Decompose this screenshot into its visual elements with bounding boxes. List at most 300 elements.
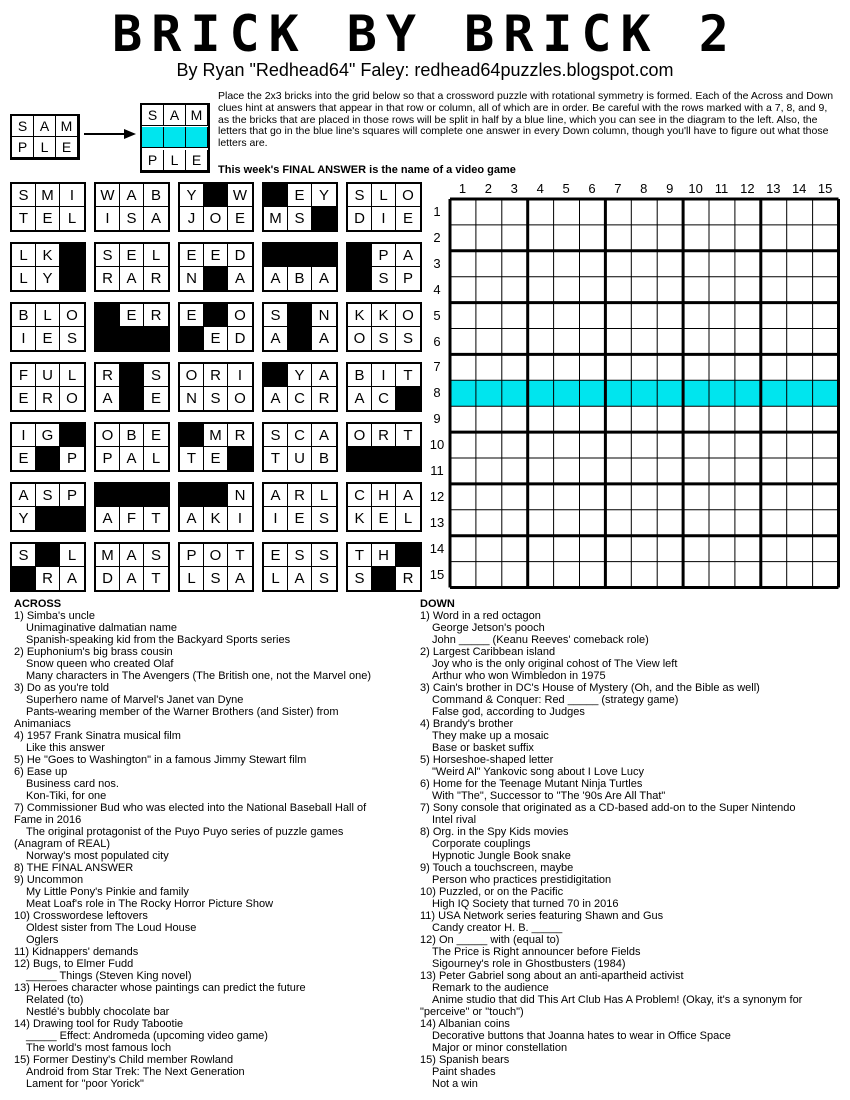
brick-black-cell [120, 327, 144, 350]
clue: Decorative buttons that Joanna hates to wear in Office Space [432, 1030, 731, 1042]
brick-letter-cell: S [348, 184, 372, 207]
clue: _____ Things (Steven King novel) [26, 970, 192, 982]
brick-letter-cell: E [288, 507, 312, 530]
brick[interactable] [178, 482, 254, 532]
arrow-icon [84, 128, 136, 140]
column-number: 11 [714, 181, 729, 196]
clue: 6) Ease up [14, 766, 68, 778]
clue: 5) Horseshoe-shaped letter [420, 754, 554, 766]
brick-black-cell [60, 267, 84, 290]
clue: 9) Uncommon [14, 874, 84, 886]
brick-black-cell [204, 484, 228, 507]
brick[interactable] [94, 482, 170, 532]
instructions: Place the 2x3 bricks into the grid below so that a crossword puzzle with rotational symmetry is formed. Each of the Across and Down clues hint at answers that appear in that row or column, all of which are in order. Be careful with the rows marked with a 7, 8, and 9, as the bricks that are placed in those rows will be split in half by a blue line, which you can see in the diagram to the left. Also, the letters that go in the blue line's squares will complete one answer in every Down column, though you'll have to figure out what those letters are. [218, 90, 834, 150]
brick-letter-cell: S [120, 207, 144, 230]
brick-letter-cell: I [264, 507, 288, 530]
clue: Intel rival [432, 814, 477, 826]
brick[interactable] [178, 242, 254, 292]
brick-letter-cell: S [204, 567, 228, 590]
column-number: 3 [510, 181, 518, 196]
brick-letter-cell: W [228, 184, 252, 207]
sample-brick [10, 114, 80, 160]
sample-highlight-cell [186, 127, 208, 148]
brick-black-cell [120, 484, 144, 507]
brick-black-cell [180, 327, 204, 350]
brick[interactable] [346, 542, 422, 592]
brick-letter-cell: I [60, 184, 84, 207]
brick-black-cell [396, 387, 420, 410]
brick-letter-cell: R [36, 567, 60, 590]
brick[interactable] [262, 362, 338, 412]
column-number: 14 [791, 181, 807, 196]
clue: Oldest sister from The Loud House [26, 922, 197, 934]
column-number: 6 [588, 181, 596, 196]
across-heading: ACROSS [14, 598, 62, 610]
brick-letter-cell: B [348, 364, 372, 387]
column-number: 8 [640, 181, 648, 196]
brick[interactable] [94, 542, 170, 592]
brick-letter-cell: L [264, 567, 288, 590]
clue: Sigourney's role in Ghostbusters (1984) [432, 958, 626, 970]
clue: Business card nos. [26, 778, 119, 790]
brick-letter-cell: A [120, 267, 144, 290]
clue: 7) Commissioner Bud who was elected into the National Baseball Hall of [14, 802, 367, 814]
brick[interactable] [346, 422, 422, 472]
brick-letter-cell: A [312, 424, 336, 447]
brick-letter-cell: T [180, 447, 204, 470]
brick[interactable] [10, 302, 86, 352]
brick-letter-cell: B [12, 304, 36, 327]
brick-black-cell [348, 447, 372, 470]
clue: "perceive" or "touch") [420, 1006, 524, 1018]
clue: Related (to) [26, 994, 84, 1006]
brick-letter-cell: D [348, 207, 372, 230]
column-number: 13 [766, 181, 781, 196]
clue: With "The", Successor to "The '90s Are All That" [432, 790, 666, 802]
brick-letter-cell: I [228, 364, 252, 387]
brick-letter-cell: S [288, 544, 312, 567]
brick-letter-cell: E [150, 390, 161, 407]
brick[interactable] [10, 542, 86, 592]
brick-letter-cell: O [234, 390, 246, 407]
clue: 15) Spanish bears [420, 1054, 510, 1066]
brick-letter-cell: A [180, 507, 204, 530]
brick-letter-cell: P [372, 244, 396, 267]
row-number: 4 [433, 281, 441, 297]
brick-letter-cell: S [144, 544, 168, 567]
clue: 4) 1957 Frank Sinatra musical film [14, 730, 181, 742]
clue: Spanish-speaking kid from the Backyard Sports series [26, 634, 291, 646]
sample-cell: P [142, 150, 164, 171]
brick-letter-cell: S [348, 567, 372, 590]
clue: Meat Loaf's role in The Rocky Horror Picture Show [26, 898, 274, 910]
sample-cell: M [56, 116, 78, 137]
brick-black-cell [288, 244, 312, 267]
brick[interactable] [262, 542, 338, 592]
brick-letter-cell: S [12, 544, 36, 567]
clue: 9) Touch a touchscreen, maybe [420, 862, 574, 874]
brick[interactable] [262, 482, 338, 532]
brick-letter-cell: S [312, 544, 336, 567]
brick-letter-cell: M [204, 424, 228, 447]
brick[interactable] [94, 422, 170, 472]
row-number: 6 [433, 333, 441, 349]
clue: 6) Home for the Teenage Mutant Ninja Turtles [420, 778, 643, 790]
brick-black-cell [60, 244, 84, 267]
clue: 3) Do as you're told [14, 682, 110, 694]
brick-letter-cell: E [120, 244, 144, 267]
clue: Fame in 2016 [14, 814, 82, 826]
brick-letter-cell: F [120, 507, 144, 530]
brick-black-cell [12, 567, 36, 590]
brick-letter-cell: O [180, 364, 204, 387]
brick[interactable] [346, 242, 422, 292]
brick-black-cell [348, 244, 372, 267]
brick-letter-cell: S [96, 244, 120, 267]
clue: Kon-Tiki, for one [26, 790, 107, 802]
brick[interactable] [346, 362, 422, 412]
brick-letter-cell: U [288, 447, 312, 470]
brick[interactable] [262, 182, 338, 232]
clue: 2) Largest Caribbean island [420, 646, 556, 658]
brick-letter-cell: B [288, 267, 312, 290]
clue: Oglers [26, 934, 59, 946]
brick-letter-cell: U [36, 364, 60, 387]
brick-letter-cell: R [96, 267, 120, 290]
sample-cell: E [186, 150, 208, 171]
brick-letter-cell: S [204, 387, 228, 410]
brick-letter-cell: D [234, 330, 246, 347]
brick[interactable] [346, 482, 422, 532]
clue: Hypnotic Jungle Book snake [432, 850, 571, 862]
brick-letter-cell: A [312, 364, 336, 387]
brick-letter-cell: T [396, 424, 420, 447]
brick-letter-cell: E [402, 210, 413, 227]
brick[interactable] [94, 302, 170, 352]
down-heading: DOWN [420, 598, 455, 610]
brick-letter-cell: B [318, 450, 329, 467]
clue: Joy who is the only original cohost of The View left [432, 658, 678, 670]
brick[interactable] [10, 422, 86, 472]
brick[interactable] [94, 182, 170, 232]
brick-letter-cell: A [264, 484, 288, 507]
brick-letter-cell: A [288, 567, 312, 590]
row-number: 2 [433, 229, 441, 245]
brick-letter-cell: E [234, 210, 245, 227]
brick-letter-cell: W [96, 184, 120, 207]
brick-letter-cell: E [288, 184, 312, 207]
brick-letter-cell: A [66, 570, 77, 587]
brick[interactable] [10, 182, 86, 232]
brick-letter-cell: L [372, 184, 396, 207]
brick-black-cell [372, 447, 396, 470]
clue: 13) Peter Gabriel song about an anti-apartheid activist [420, 970, 684, 982]
brick[interactable] [10, 482, 86, 532]
brick-letter-cell: C [372, 387, 396, 410]
brick[interactable] [346, 182, 422, 232]
brick-black-cell [288, 327, 312, 350]
column-number: 2 [484, 181, 492, 196]
brick-letter-cell: A [120, 567, 144, 590]
brick-letter-cell: K [348, 304, 372, 327]
brick-letter-cell: L [60, 544, 84, 567]
brick-letter-cell: B [120, 424, 144, 447]
final-answer-note: This week's FINAL ANSWER is the name of a video game [218, 164, 516, 176]
column-number: 7 [614, 181, 622, 196]
sample-highlight-cell [164, 127, 186, 148]
brick-letter-cell: R [402, 570, 414, 587]
brick-letter-cell: L [180, 567, 204, 590]
brick-letter-cell: T [151, 570, 161, 587]
brick-letter-cell: O [396, 304, 420, 327]
brick-letter-cell: A [120, 184, 144, 207]
clue: Arthur who won Wimbledon in 1975 [432, 670, 606, 682]
sample-cell: L [34, 137, 56, 158]
brick-black-cell [312, 244, 336, 267]
sample-cell: P [12, 137, 34, 158]
brick-black-cell [228, 447, 252, 470]
brick[interactable] [178, 302, 254, 352]
brick-black-cell [204, 184, 228, 207]
clue: Many characters in The Avengers (The British one, not the Marvel one) [26, 670, 372, 682]
brick-black-cell [396, 447, 420, 470]
brick-letter-cell: A [264, 327, 288, 350]
brick-letter-cell: E [180, 304, 204, 327]
brick-letter-cell: K [348, 507, 372, 530]
brick[interactable] [10, 362, 86, 412]
brick-letter-cell: I [372, 364, 396, 387]
brick-letter-cell: E [120, 304, 144, 327]
clue: George Jetson's pooch [432, 622, 545, 634]
column-number: 9 [666, 181, 674, 196]
row-number: 11 [430, 463, 444, 478]
clue: 2) Euphonium's big brass cousin [14, 646, 173, 658]
clue: Android from Star Trek: The Next Generation [26, 1066, 245, 1078]
row-number: 13 [429, 514, 445, 530]
brick[interactable] [262, 422, 338, 472]
brick-letter-cell: F [12, 364, 36, 387]
brick-letter-cell: O [204, 544, 228, 567]
clue: 14) Albanian coins [420, 1018, 510, 1030]
brick-letter-cell: Y [288, 364, 312, 387]
row-number: 15 [429, 566, 445, 582]
brick-letter-cell: I [12, 327, 36, 350]
brick-letter-cell: E [180, 244, 204, 267]
brick-letter-cell: S [372, 267, 396, 290]
clue: The Price is Right announcer before Fields [432, 946, 641, 958]
brick-letter-cell: D [228, 244, 252, 267]
brick-letter-cell: I [96, 207, 120, 230]
brick-letter-cell: S [264, 424, 288, 447]
clue: 1) Word in a red octagon [420, 610, 541, 622]
brick[interactable] [178, 422, 254, 472]
brick-letter-cell: N [228, 484, 252, 507]
brick[interactable] [10, 242, 86, 292]
brick-black-cell [372, 567, 396, 590]
brick-letter-cell: O [204, 207, 228, 230]
row-number: 9 [433, 411, 441, 427]
brick-letter-cell: A [96, 507, 120, 530]
column-number: 10 [688, 181, 703, 196]
row-number: 1 [433, 204, 441, 219]
brick-letter-cell: E [12, 447, 36, 470]
brick-letter-cell: A [96, 387, 120, 410]
brick-black-cell [120, 364, 144, 387]
brick-black-cell [348, 267, 372, 290]
sample-cell: E [56, 137, 78, 158]
brick-letter-cell: O [228, 304, 252, 327]
clue: "Weird Al" Yankovic song about I Love Lucy [432, 766, 645, 778]
clue: 4) Brandy's brother [420, 718, 514, 730]
brick-letter-cell: L [12, 244, 36, 267]
brick-letter-cell: E [204, 244, 228, 267]
brick-letter-cell: B [144, 184, 168, 207]
clue: 3) Cain's brother in DC's House of Mystery (Oh, and the Bible as well) [420, 682, 760, 694]
brick-letter-cell: T [151, 510, 161, 527]
brick-letter-cell: I [237, 510, 243, 527]
brick-letter-cell: P [402, 270, 413, 287]
clue: 15) Former Destiny's Child member Rowland [14, 1054, 234, 1066]
row-number: 12 [429, 488, 445, 504]
byline: By Ryan "Redhead64" Faley: redhead64puzzles.blogspot.com [176, 60, 674, 80]
clue: Base or basket suffix [432, 742, 534, 754]
clue: Unimaginative dalmatian name [26, 622, 178, 634]
brick[interactable] [262, 302, 338, 352]
clue: Lament for "poor Yorick" [26, 1078, 144, 1090]
brick-letter-cell: A [264, 267, 288, 290]
brick-black-cell [264, 244, 288, 267]
sample-cell: A [34, 116, 56, 137]
clue: Not a win [432, 1078, 478, 1090]
clue: 11) USA Network series featuring Shawn and Gus [420, 910, 664, 922]
brick-letter-cell: L [60, 364, 84, 387]
brick-letter-cell: O [60, 304, 84, 327]
brick-letter-cell: S [36, 484, 60, 507]
brick-black-cell [60, 424, 84, 447]
brick-letter-cell: T [12, 207, 36, 230]
clue: Paint shades [432, 1066, 496, 1078]
brick-letter-cell: C [348, 484, 372, 507]
clue: _____ Effect: Andromeda (upcoming video game) [26, 1030, 268, 1042]
brick[interactable] [178, 542, 254, 592]
brick-letter-cell: T [264, 447, 288, 470]
brick[interactable] [178, 362, 254, 412]
brick-black-cell [36, 447, 60, 470]
brick-letter-cell: A [12, 484, 36, 507]
brick-letter-cell: O [348, 327, 372, 350]
row-number: 3 [433, 255, 441, 271]
clue: False god, according to Judges [432, 706, 585, 718]
brick-letter-cell: A [150, 210, 161, 227]
brick-black-cell [264, 184, 288, 207]
brick-black-cell [60, 507, 84, 530]
clue: Pants-wearing member of the Warner Brothers (and Sister) from [26, 706, 339, 718]
sample-cell: M [186, 105, 208, 126]
brick-letter-cell: T [228, 544, 252, 567]
clue: Animaniacs [14, 718, 71, 730]
brick-letter-cell: R [288, 484, 312, 507]
brick-letter-cell: S [318, 510, 329, 527]
sample-cell: A [164, 105, 186, 126]
clue: 1) Simba's uncle [14, 610, 95, 622]
across-clues [14, 598, 414, 1090]
clue: 12) On _____ with (equal to) [420, 934, 560, 946]
brick[interactable] [94, 362, 170, 412]
brick-letter-cell: R [150, 270, 162, 287]
brick-letter-cell: A [264, 387, 288, 410]
brick-letter-cell: N [180, 267, 204, 290]
sample-cell: S [12, 116, 34, 137]
clue: 10) Puzzled, or on the Pacific [420, 886, 564, 898]
brick-letter-cell: L [403, 510, 413, 527]
clue: 14) Drawing tool for Rudy Tabootie [14, 1018, 184, 1030]
brick-letter-cell: R [318, 390, 330, 407]
clue: 8) THE FINAL ANSWER [14, 862, 134, 874]
brick-letter-cell: P [96, 447, 120, 470]
brick-letter-cell: A [234, 270, 245, 287]
brick-letter-cell: N [312, 304, 336, 327]
brick-letter-cell: E [36, 327, 60, 350]
brick-letter-cell: I [12, 424, 36, 447]
brick-black-cell [144, 484, 168, 507]
clue: Person who practices prestidigitation [432, 874, 612, 886]
clue: The original protagonist of the Puyo Puyo series of puzzle games [26, 826, 344, 838]
brick-black-cell [204, 304, 228, 327]
brick[interactable] [346, 302, 422, 352]
clue: 5) He "Goes to Washington" in a famous Jimmy Stewart film [14, 754, 307, 766]
brick-letter-cell: A [318, 270, 329, 287]
clue: High IQ Society that turned 70 in 2016 [432, 898, 619, 910]
clue: John _____ (Keanu Reeves' comeback role) [432, 634, 649, 646]
brick[interactable] [178, 182, 254, 232]
clue: 12) Bugs, to Elmer Fudd [14, 958, 134, 970]
brick-letter-cell: C [288, 424, 312, 447]
brick[interactable] [94, 242, 170, 292]
brick-letter-cell: A [348, 387, 372, 410]
brick-letter-cell: T [396, 364, 420, 387]
brick-letter-cell: Y [12, 507, 36, 530]
sample-split-brick [140, 103, 210, 173]
brick-letter-cell: K [204, 507, 228, 530]
clue: Corporate couplings [432, 838, 531, 850]
row-number: 5 [433, 307, 441, 323]
brick-letter-cell: M [36, 184, 60, 207]
clue: Superhero name of Marvel's Janet van Dyne [26, 694, 244, 706]
brick-letter-cell: E [204, 327, 228, 350]
clue: Norway's most populated city [26, 850, 169, 862]
sample-cell: S [142, 105, 164, 126]
brick-letter-cell: S [318, 570, 329, 587]
down-clues [420, 598, 845, 1090]
clue: Remark to the audience [432, 982, 549, 994]
clue: 8) Org. in the Spy Kids movies [420, 826, 569, 838]
brick[interactable] [262, 242, 338, 292]
brick-black-cell [180, 424, 204, 447]
brick-letter-cell: L [67, 210, 77, 227]
row-number: 14 [429, 540, 445, 556]
clue: 10) Crosswordese leftovers [14, 910, 148, 922]
brick-black-cell [144, 327, 168, 350]
brick-letter-cell: E [372, 507, 396, 530]
column-number: 5 [562, 181, 570, 196]
blue-line-row [450, 380, 839, 406]
brick-letter-cell: D [96, 567, 120, 590]
brick-letter-cell: S [288, 207, 312, 230]
brick-black-cell [288, 304, 312, 327]
brick-letter-cell: O [66, 390, 78, 407]
brick-letter-cell: R [96, 364, 120, 387]
brick-letter-cell: O [96, 424, 120, 447]
